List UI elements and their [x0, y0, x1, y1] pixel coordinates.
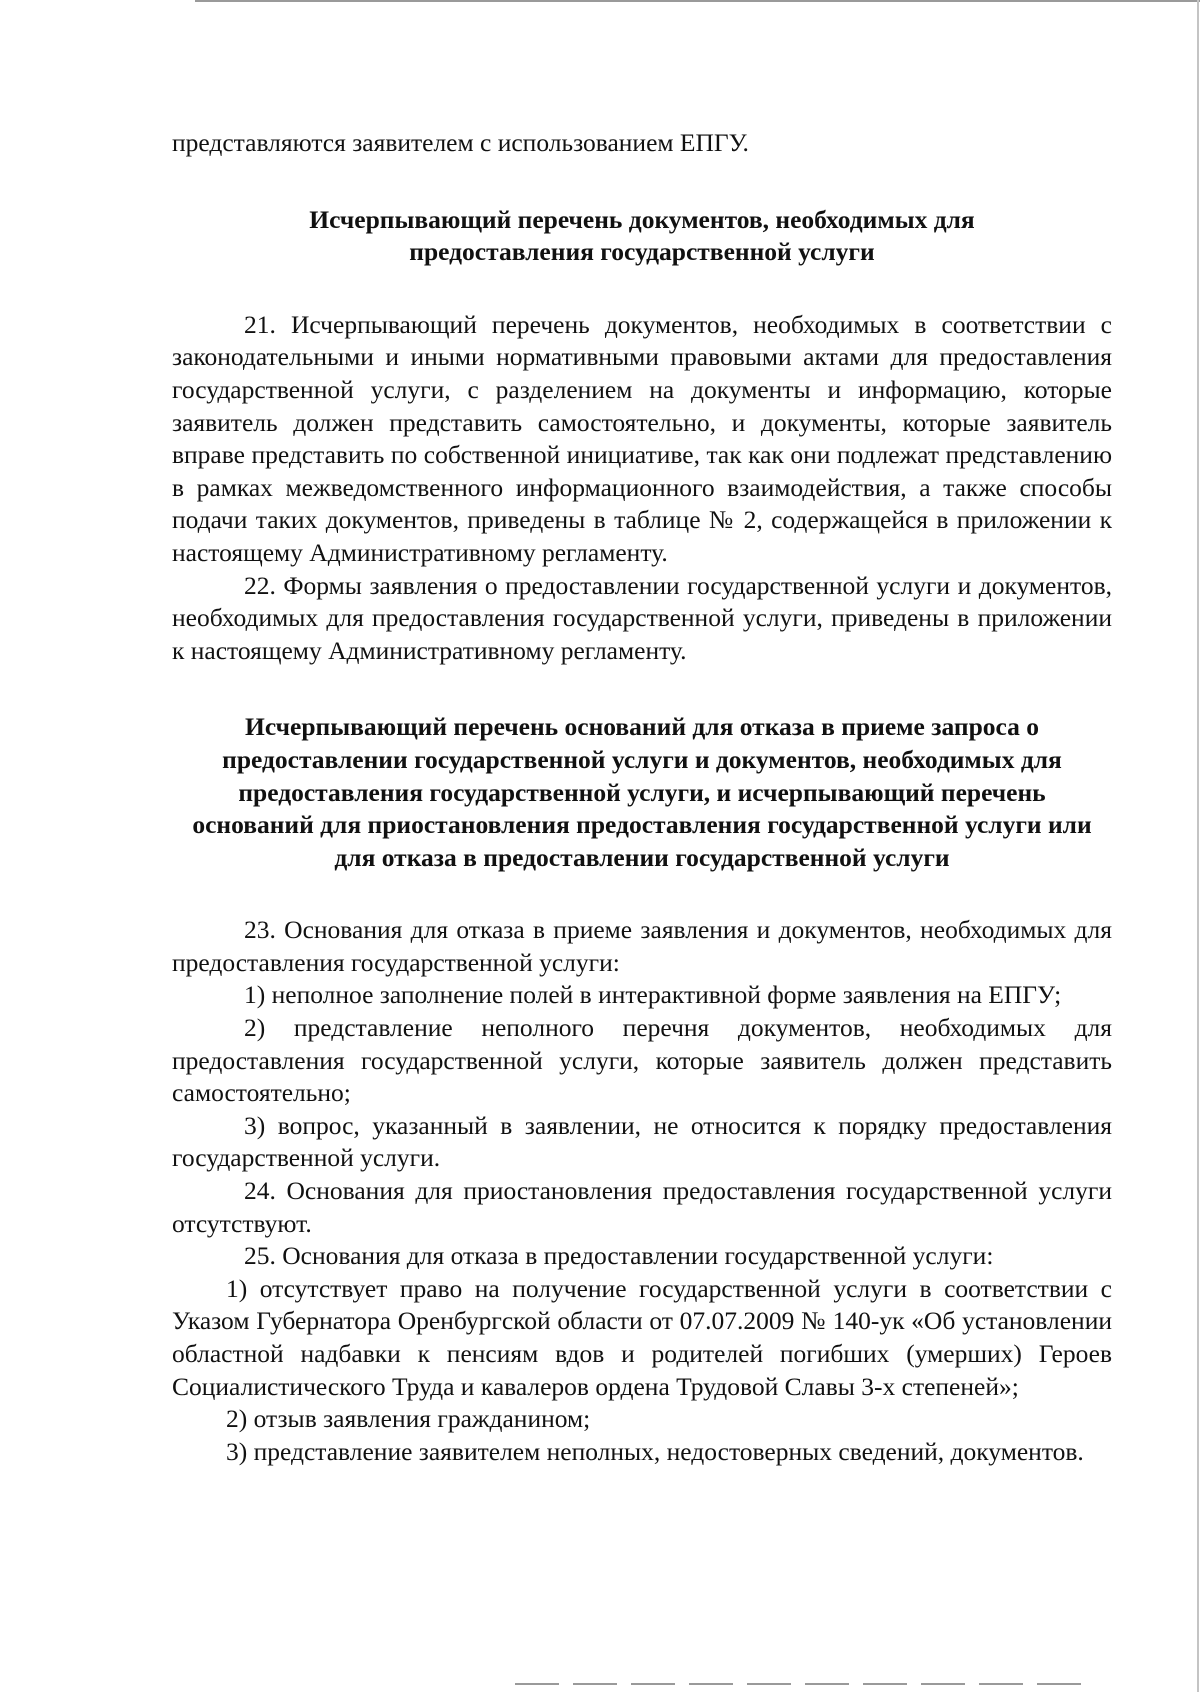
paragraph-25-item-2: 2) отзыв заявления гражданином;: [226, 1404, 591, 1434]
section-heading-refusal-grounds: Исчерпывающий перечень оснований для отказа в приеме запроса о предоставлении государственной услуги и документов, необходимых для предоставления государственной услуги, и исчерпывающий перечень оснований для приостановления предоставления государственной услуги или для отказа в предоставлении государственной услуги: [192, 712, 1092, 872]
paragraph-23: 23. Основания для отказа в приеме заявления и документов, необходимых для предоставления государственной услуги:: [172, 915, 1112, 977]
paragraph-23-item-1: 1) неполное заполнение полей в интерактивной форме заявления на ЕПГУ;: [244, 980, 1062, 1010]
paragraph-23-item-3: 3) вопрос, указанный в заявлении, не относится к порядку предоставления государственной услуги.: [172, 1110, 1112, 1173]
document-body: [172, 127, 1112, 1468]
paragraph-25-item-3: 3) представление заявителем неполных, недостоверных сведений, документов.: [226, 1436, 1084, 1466]
scan-bottom-edge: [515, 1683, 1085, 1685]
scan-top-edge: [195, 0, 1200, 2]
paragraph-24: 24. Основания для приостановления предоставления государственной услуги отсутствуют.: [172, 1176, 1112, 1238]
intro-line: представляются заявителем с использованием ЕПГУ.: [172, 128, 749, 157]
paragraph-25-item-1: 1) отсутствует право на получение государственной услуги в соответствии с Указом Губернатора Оренбургской области от 07.07.2009 № 140-ук «Об установлении областной надбавки к пенсиям вдов и родителей погибших (умерших) Героев Социалистического Труда и кавалеров ордена Трудовой Славы 3-х степеней»;: [172, 1273, 1112, 1401]
paragraph-25: 25. Основания для отказа в предоставлении государственной услуги:: [244, 1241, 994, 1271]
paragraph-23-item-2: 2) представление неполного перечня документов, необходимых для предоставления государственной услуги, которые заявитель должен представить самостоятельно;: [172, 1013, 1112, 1108]
scan-right-edge: [1197, 0, 1199, 1692]
paragraph-22: 22. Формы заявления о предоставлении государственной услуги и документов, необходимых для предоставления государственной услуги, приведены в приложении к настоящему Административному регламенту.: [172, 570, 1112, 665]
section-heading-documents: Исчерпывающий перечень документов, необходимых для предоставления государственной услуги: [309, 204, 975, 267]
paragraph-21: 21. Исчерпывающий перечень документов, необходимых в соответствии с законодательными и иными нормативными правовыми актами для предоставления государственной услуги, с разделением на документы и информацию, которые заявитель должен представить самостоятельно, и документы, которые заявитель вправе представить по собственной инициативе, так как они подлежат представлению в рамках межведомственного информационного взаимодействия, а также способы подачи таких документов, приведены в таблице № 2, содержащейся в приложении к настоящему Административному регламенту.: [172, 309, 1112, 567]
